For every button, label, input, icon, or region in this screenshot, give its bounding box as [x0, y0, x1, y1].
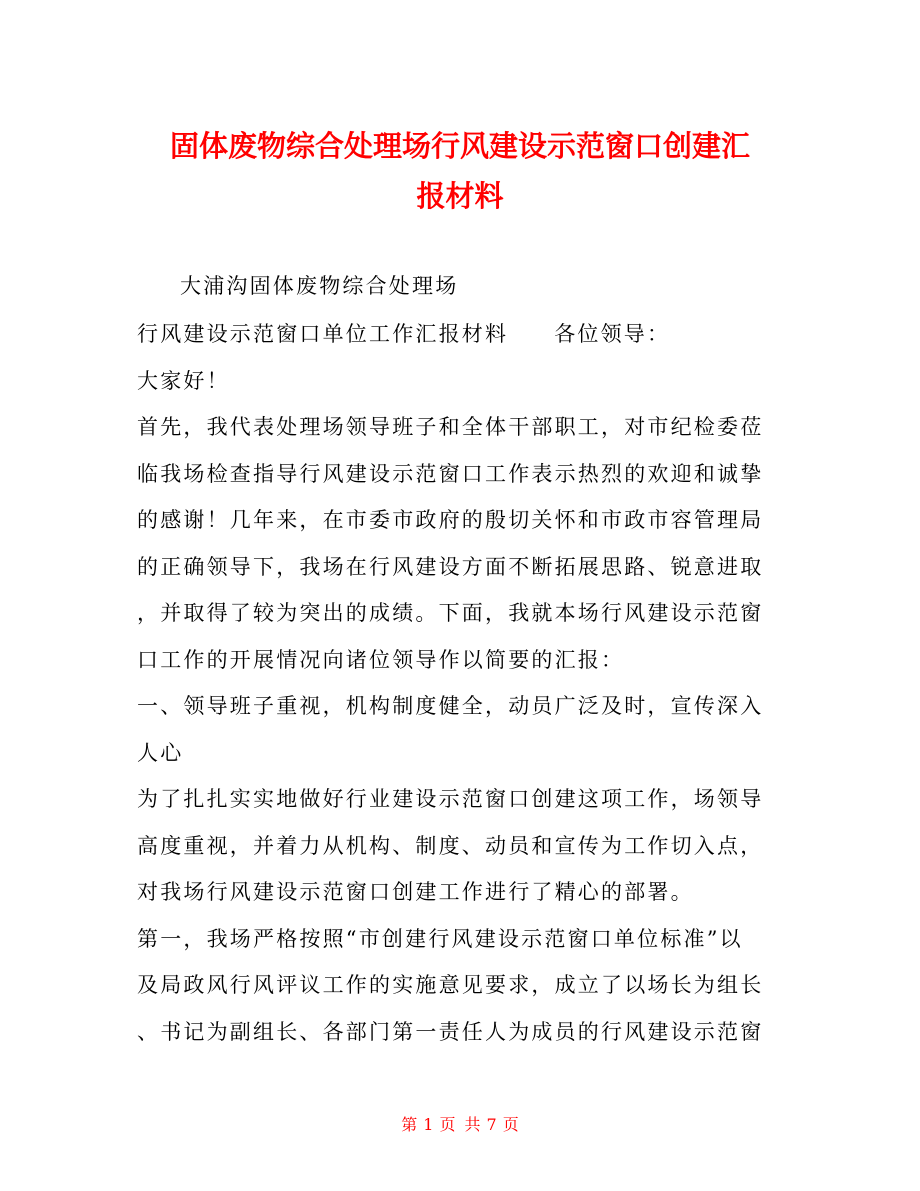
- section-heading-line: 一、领导班子重视，机构制度健全，动员广泛及时，宣传深入: [137, 694, 764, 718]
- paragraph-line: 临我场检查指导行风建设示范窗口工作表示热烈的欢迎和诚挚: [137, 462, 764, 486]
- report-subtitle: 行风建设示范窗口单位工作汇报材料: [137, 322, 509, 346]
- paragraph-line: 首先，我代表处理场领导班子和全体干部职工，对市纪检委莅: [137, 415, 764, 439]
- org-name-line: 大浦沟固体废物综合处理场: [180, 274, 459, 298]
- page-footer: [0, 1112, 920, 1135]
- paragraph-line: ，并取得了较为突出的成绩。下面，我就本场行风建设示范窗: [137, 601, 764, 625]
- paragraph-line: 对我场行风建设示范窗口创建工作进行了精心的部署。: [137, 880, 694, 904]
- document-title-line-1: 固体废物综合处理场行风建设示范窗口创建汇: [169, 129, 750, 163]
- footer-mid: 页 共: [439, 1115, 481, 1134]
- paragraph-line: 的感谢！几年来，在市委市政府的殷切关怀和市政市容管理局: [137, 508, 764, 532]
- paragraph-line: 为了扎扎实实地做好行业建设示范窗口创建这项工作，场领导: [137, 787, 764, 811]
- paragraph-line: 口工作的开展情况向诸位领导作以简要的汇报：: [137, 648, 625, 672]
- total-page-count: 7: [486, 1115, 497, 1134]
- greeting-line: 大家好！: [137, 369, 230, 393]
- subtitle-line: [137, 320, 670, 348]
- section-heading-line: 人心: [137, 741, 184, 765]
- footer-prefix: 第: [401, 1115, 418, 1134]
- paragraph-line: 第一，我场严格按照“市创建行风建设示范窗口单位标准”以: [137, 927, 743, 951]
- salutation: 各位领导：: [554, 322, 671, 346]
- paragraph-line: 的正确领导下，我场在行风建设方面不断拓展思路、锐意进取: [137, 555, 764, 579]
- paragraph-line: 及局政风行风评议工作的实施意见要求，成立了以场长为组长: [137, 973, 764, 997]
- paragraph-line: 高度重视，并着力从机构、制度、动员和宣传为工作切入点，: [137, 834, 764, 858]
- footer-suffix: 页: [502, 1115, 519, 1134]
- paragraph-line: 、书记为副组长、各部门第一责任人为成员的行风建设示范窗: [137, 1020, 764, 1044]
- document-title-line-2: 报材料: [416, 179, 504, 213]
- current-page-number: 1: [423, 1115, 434, 1134]
